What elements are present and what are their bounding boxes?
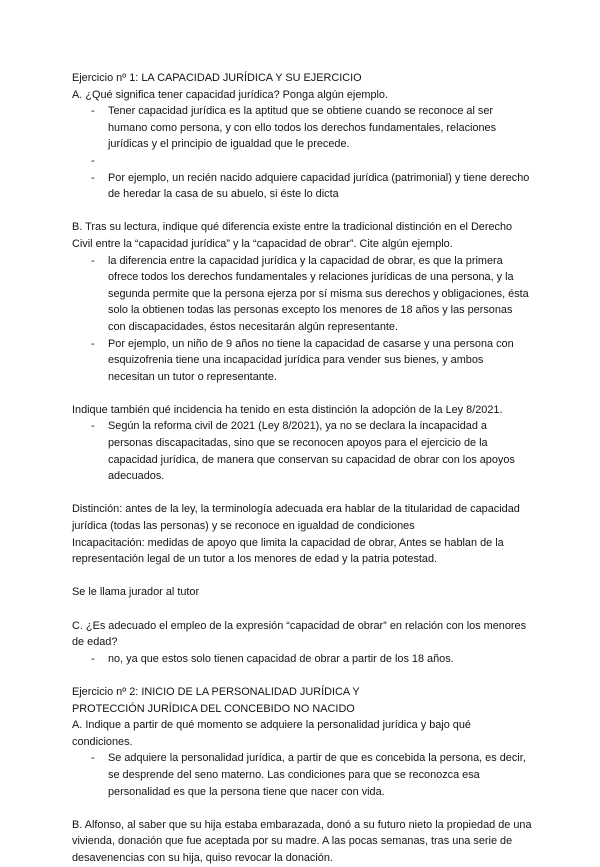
question-2b: B. Alfonso, al saber que su hija estaba embarazada, donó a su futuro nieto la propiedad de una vivienda, donación que fue aceptada por su madre. A las pocas semanas, tras una serie de desavenencias con su hija, quiso revocar la donación. [72, 818, 532, 864]
list-item: - no, ya que estos solo tienen capacidad de obrar a partir de los 18 años. [72, 651, 532, 668]
list-item: - Tener capacidad jurídica es la aptitud que se obtiene cuando se reconoce al ser humano como persona, y con ello todos los derechos fundamentales, relaciones jurídicas y el principio de igualdad que le precede. [72, 103, 532, 153]
exercise-2-title-line-1: Ejercicio nº 2: INICIO DE LA PERSONALIDAD JURÍDICA Y [72, 685, 360, 698]
document-page [72, 70, 532, 867]
list-item: - Por ejemplo, un recién nacido adquiere capacidad jurídica (patrimonial) y tiene derecho de heredar la casa de su abuelo, si éste lo dicta [72, 170, 532, 203]
question-1c: C. ¿Es adecuado el empleo de la expresión “capacidad de obrar” en relación con los menores de edad? [72, 619, 527, 649]
answer-1b-2-list [72, 418, 532, 484]
question-1b-2: Indique también qué incidencia ha tenido en esta distinción la adopción de la Ley 8/2021. [72, 403, 503, 416]
exercise-2-title-line-2: PROTECCIÓN JURÍDICA DEL CONCEBIDO NO NACIDO [72, 702, 355, 715]
spacer [72, 800, 532, 817]
answer-1b-list [72, 253, 532, 386]
list-item: - Según la reforma civil de 2021 (Ley 8/2021), ya no se declara la incapacidad a personas discapacitadas, sino que se reconocen apoyos para el ejercicio de la capacidad jurídica, de manera que conservan su capacidad de obrar con los apoyos adecuados. [72, 418, 532, 484]
list-item: - Se adquiere la personalidad jurídica, a partir de que es concebida la persona, es decir, se desprende del seno materno. Las condiciones para que se reconozca esa personalidad es que la persona tiene que nacer con vida. [72, 750, 532, 800]
answer-1a-list [72, 103, 532, 203]
exercise-1-title: Ejercicio nº 1: LA CAPACIDAD JURÍDICA Y SU EJERCICIO [72, 72, 362, 84]
spacer [72, 203, 532, 220]
question-2a: A. Indique a partir de qué momento se adquiere la personalidad jurídica y bajo qué condiciones. [72, 719, 471, 748]
spacer [72, 601, 532, 618]
tutor-note: Se le llama jurador al tutor [72, 586, 200, 599]
list-item: - la diferencia entre la capacidad jurídica y la capacidad de obrar, es que la primera ofrece todos los derechos fundamentales y relaciones jurídicas de una persona, y la segunda permite que la persona ejerza por sí misma sus derechos y obligaciones, ésta solo la obtienen todas las personas excepto los menores de 18 años y las personas con discapacidades, éstos necesitarán algún representante. [72, 253, 532, 336]
spacer [72, 485, 532, 502]
spacer [72, 385, 532, 402]
question-1a: A. ¿Qué significa tener capacidad jurídica? Ponga algún ejemplo. [72, 88, 389, 101]
question-1b: B. Tras su lectura, indique qué diferencia existe entre la tradicional distinción en el Derecho Civil entre la “capacidad jurídica” y la “capacidad de obrar”. Cite algún ejemplo. [72, 221, 513, 250]
spacer [72, 667, 532, 684]
spacer [72, 568, 532, 585]
distincion-paragraph: Distinción: antes de la ley, la terminología adecuada era hablar de la titularidad de capacidad jurídica (todas las personas) y se reconoce en igualdad de condiciones [72, 503, 520, 533]
blank-line [72, 153, 532, 170]
list-item: - Por ejemplo, un niño de 9 años no tiene la capacidad de casarse y una persona con esquizofrenia tiene una incapacidad jurídica para vender sus bienes, y ambos necesitan un tutor o representante. [72, 336, 532, 386]
answer-1c-list [72, 651, 532, 668]
incapacitacion-paragraph: Incapacitación: medidas de apoyo que limita la capacidad de obrar, Antes se hablan de la representación legal de un tutor a los menores de edad y la patria potestad. [72, 536, 504, 566]
answer-2a-list [72, 750, 532, 800]
